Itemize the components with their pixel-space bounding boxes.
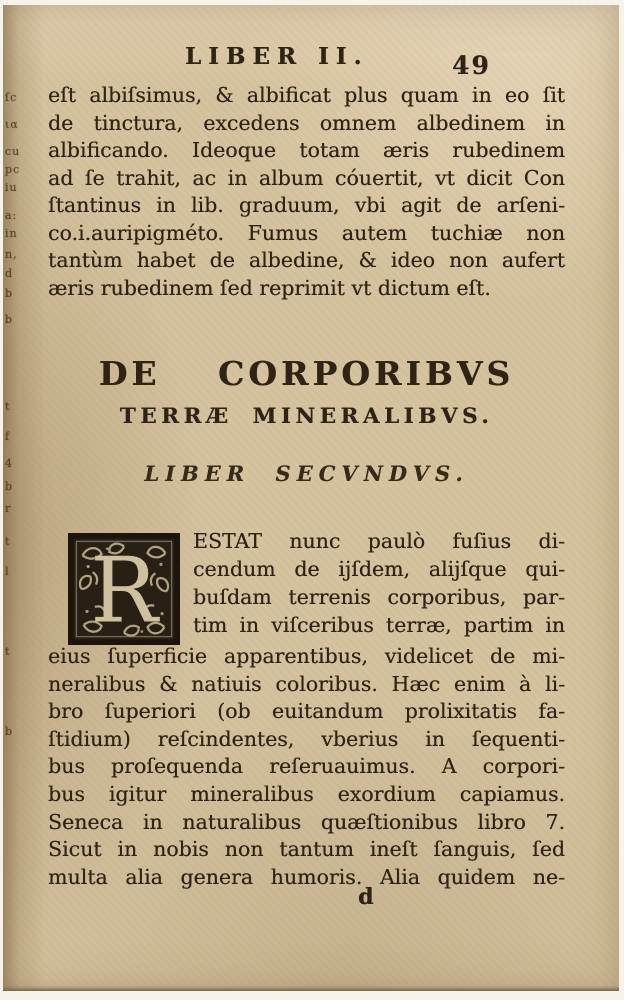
section-title-line1: DE CORPORIBVS bbox=[98, 354, 515, 393]
gutter-fragment: pc bbox=[5, 163, 21, 176]
gutter-fragment: a: bbox=[5, 209, 18, 222]
text-line: bro ſuperiori (ob euitandum prolixitatis fa- bbox=[48, 699, 565, 724]
gutter-fragment: b bbox=[5, 480, 14, 493]
text-line: bus igitur mineralibus exordium capiamus. bbox=[48, 781, 565, 806]
section-subtitle: LIBER SECVNDVS. bbox=[144, 461, 469, 486]
text-line: neralibus & natiuis coloribus. Hæc enim à li- bbox=[48, 671, 565, 696]
gutter-fragment: b bbox=[5, 725, 14, 738]
woodcut-ornament-frame-icon bbox=[68, 533, 180, 645]
text-line: ſtantinus in lib. graduum, vbi agit de arſeni- bbox=[48, 193, 565, 217]
text-line: tim in viſceribus terræ, partim in bbox=[193, 613, 565, 637]
lines-full-width bbox=[48, 643, 565, 891]
gutter-fragment: t bbox=[5, 400, 11, 413]
gutter-fragment: t bbox=[5, 645, 11, 658]
text-line: eius ſuperficie apparentibus, videlicet de mi- bbox=[48, 644, 565, 668]
gutter-fragment: l bbox=[5, 565, 10, 578]
text-line: bus proſequenda reſeruauimus. A corpori- bbox=[48, 754, 565, 779]
text-line: co.i.auripigméto. Fumus autem tuchiæ non bbox=[48, 220, 565, 245]
text-line: tantùm habet de albedine, & ideo non aufert bbox=[48, 248, 565, 272]
lines-beside-dropcap bbox=[193, 527, 565, 639]
text-line: æris rubedinem ſed reprimit vt dictum eſt. bbox=[48, 275, 491, 300]
text-line: Seneca in naturalibus quæſtionibus libro 7. bbox=[48, 809, 565, 834]
text-line: buſdam terrenis corporibus, par- bbox=[193, 585, 565, 609]
drop-cap-initial bbox=[68, 533, 180, 645]
text-line: ad ſe trahit, ac in album cóuertit, vt dicit Con bbox=[48, 165, 565, 190]
gutter-fragment: r bbox=[5, 502, 12, 515]
running-title: LIBER II. bbox=[185, 43, 369, 70]
gutter-fragment: t bbox=[5, 535, 11, 548]
text-line: Sicut in nobis non tantum ineſt ſanguis, ſed bbox=[48, 837, 565, 862]
catchword: d bbox=[358, 884, 374, 910]
book-page-scan bbox=[3, 5, 619, 991]
drop-cap-letter: R bbox=[90, 539, 158, 644]
paragraph-1 bbox=[48, 82, 565, 302]
gutter-fragment: d bbox=[5, 267, 14, 280]
gutter-fragment: ια bbox=[5, 118, 19, 131]
gutter-fragment: ſc bbox=[5, 91, 18, 104]
text-line: eſt albiſsimus, & albificat plus quam in eo ſit bbox=[48, 83, 565, 107]
gutter-fragment: cu bbox=[5, 145, 21, 158]
gutter-fragment: b bbox=[5, 313, 14, 326]
page-number: 49 bbox=[452, 51, 491, 80]
section-title-line2: TERRÆ MINERALIBVS. bbox=[119, 404, 494, 429]
gutter-fragment: in bbox=[5, 227, 18, 240]
text-line: albificando. Ideoque totam æris rubedinem bbox=[48, 138, 565, 162]
text-line: multa alia genera humoris. Alia quidem ne- bbox=[48, 864, 565, 889]
paragraph-2 bbox=[48, 527, 565, 907]
gutter-fragment: iu bbox=[5, 181, 18, 194]
text-line: de tinctura, excedens omnem albedinem in bbox=[48, 110, 565, 135]
gutter-fragment: 4 bbox=[5, 457, 13, 470]
text-line: ESTAT nunc paulò fuſius di- bbox=[193, 529, 565, 553]
gutter-fragment: f bbox=[5, 430, 11, 443]
gutter-fragment: n, bbox=[5, 248, 18, 261]
gutter-fragment: b bbox=[5, 287, 14, 300]
text-line: cendum de ijſdem, alijſque qui- bbox=[193, 557, 565, 581]
text-line: ſtidium) reſcindentes, vberius in ſequenti- bbox=[48, 726, 565, 751]
